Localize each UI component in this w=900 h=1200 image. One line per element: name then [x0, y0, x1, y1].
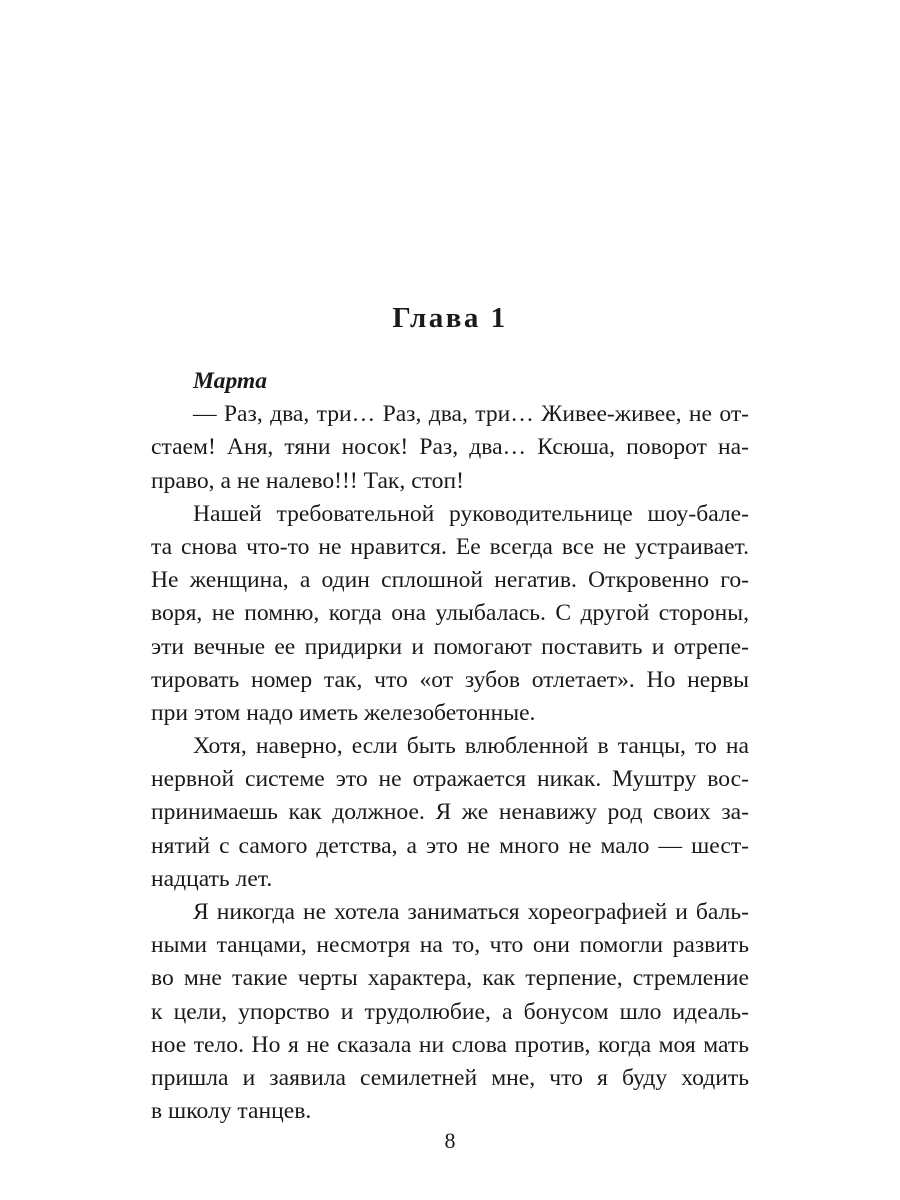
text-line: та снова что-то не нравится. Ее всегда все не устраивает.	[151, 533, 749, 560]
text-line: Не женщина, а один сплошной негатив. Откровенно го-	[151, 567, 749, 594]
text-line: ными танцами, несмотря на то, что они помогли развить	[151, 932, 749, 959]
text-line: эти вечные ее придирки и помогают поставить и отрепе-	[151, 633, 749, 660]
text-line: при этом надо иметь железобетонные.	[151, 699, 536, 726]
text-line: нятий с самого детства, а это не много не мало — шест-	[151, 832, 749, 859]
pov-name: Марта	[193, 368, 268, 394]
chapter-title: Глава 1	[392, 302, 508, 334]
text-line: надцать лет.	[151, 865, 273, 892]
text-line: тировать номер так, что «от зубов отлетает». Но нервы	[151, 666, 749, 693]
text-line: во мне такие черты характера, как терпение, стремление	[151, 965, 749, 992]
page-number: 8	[444, 1128, 456, 1153]
text-line: принимаешь как должное. Я же ненавижу род своих за-	[151, 799, 749, 826]
text-line: пришла и заявила семилетней мне, что я буду ходить	[151, 1064, 749, 1091]
text-line: стаем! Аня, тяни носок! Раз, два… Ксюша, поворот на-	[151, 434, 749, 461]
text-line: к цели, упорство и трудолюбие, а бонусом шло идеаль-	[151, 998, 749, 1025]
text-line: воря, не помню, когда она улыбалась. С другой стороны,	[151, 600, 749, 627]
text-line: ное тело. Но я не сказала ни слова против, когда моя мать	[151, 1031, 749, 1058]
text-line: в школу танцев.	[151, 1098, 312, 1125]
text-line: Хотя, наверно, если быть влюбленной в танцы, то на	[193, 733, 749, 760]
text-line: — Раз, два, три… Раз, два, три… Живее-живее, не от-	[193, 401, 749, 428]
text-line: Я никогда не хотела заниматься хореографией и баль-	[193, 899, 749, 925]
text-line: нервной системе это не отражается никак. Муштру вос-	[151, 766, 749, 793]
text-line: Нашей требовательной руководительнице шоу-бале-	[193, 500, 749, 527]
chapter-text	[151, 365, 749, 1128]
text-line: право, а не налево!!! Так, стоп!	[151, 467, 464, 494]
